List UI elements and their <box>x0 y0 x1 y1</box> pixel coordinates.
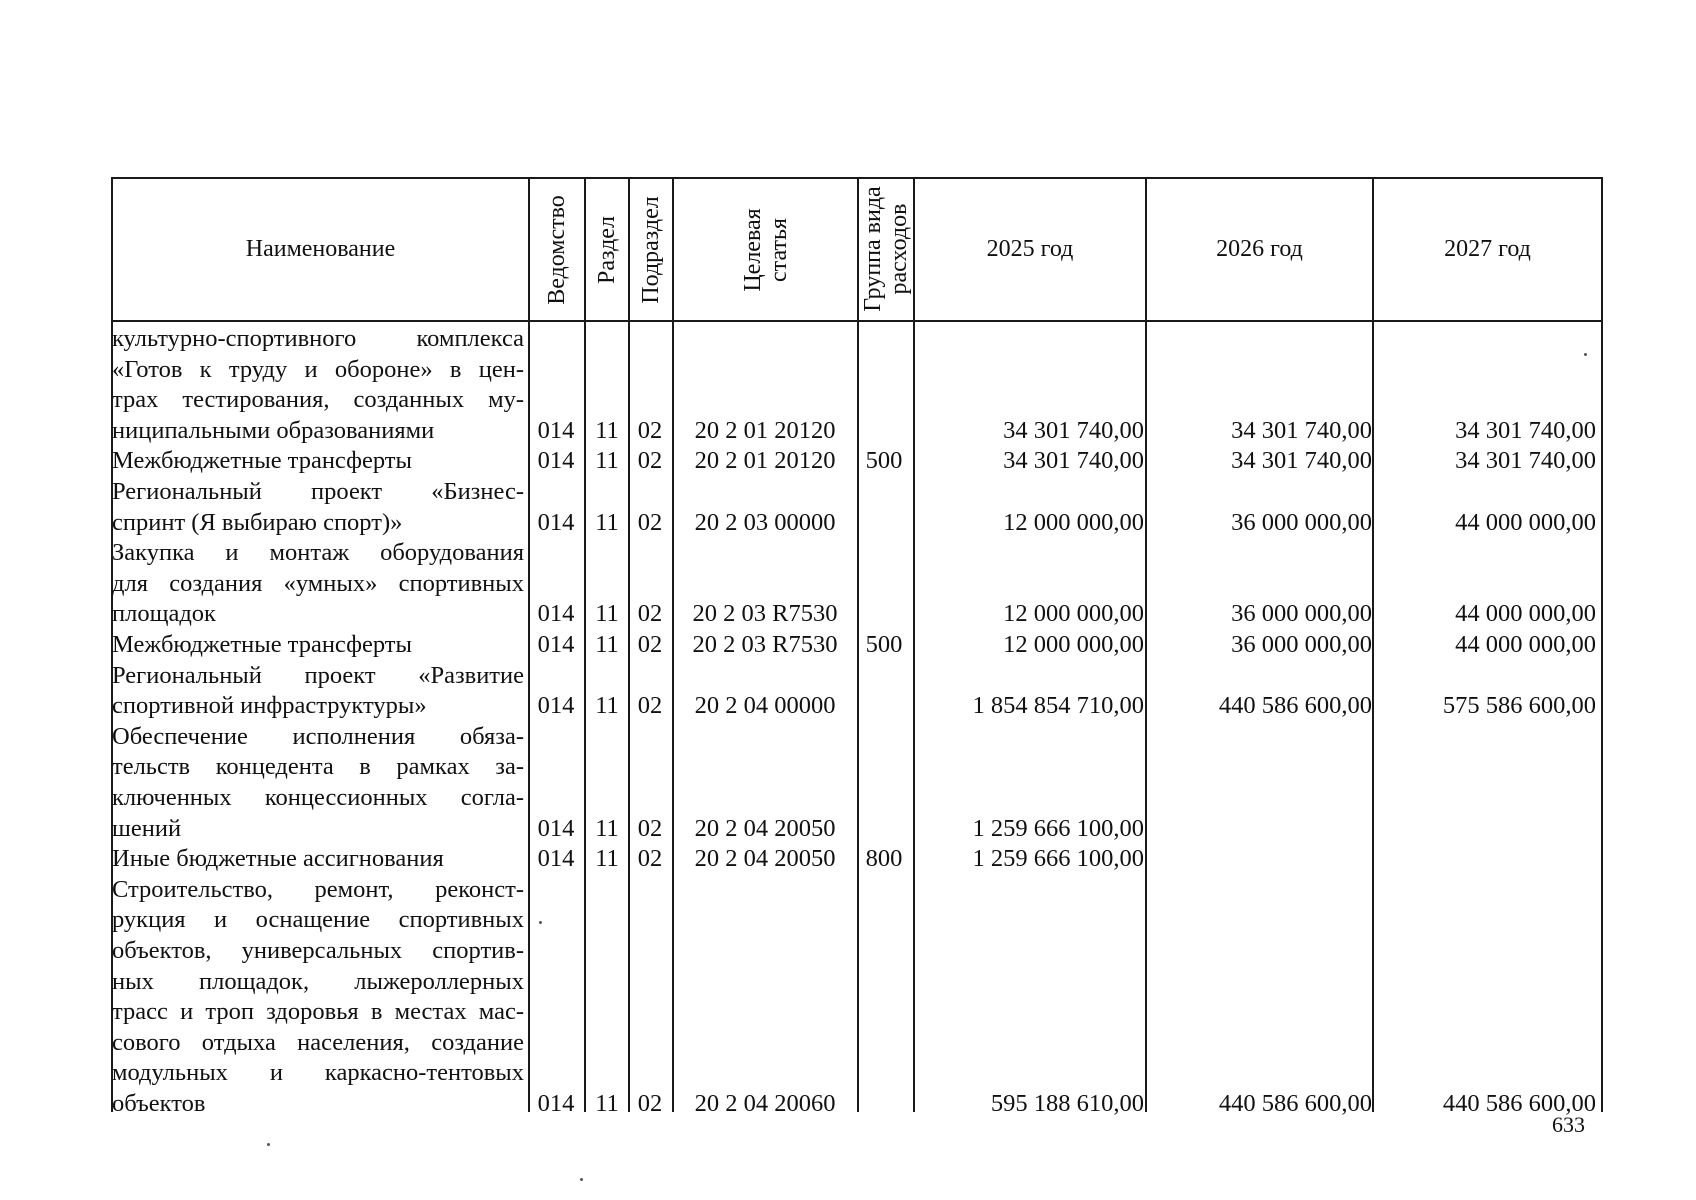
row-name-line: Иные бюджетные ассигнования <box>112 845 444 873</box>
row-gruppa-cell: 800 <box>865 845 903 873</box>
row-2027-cell: 34 301 740,00 <box>1455 447 1596 475</box>
row-razdel-cell: 11 <box>595 692 619 720</box>
col-border-ved <box>584 177 586 1112</box>
row-2025-cell: 1 259 666 100,00 <box>972 845 1144 873</box>
row-ved-cell: 014 <box>537 845 575 873</box>
row-name-line: Региональный проект «Бизнес- <box>112 478 524 505</box>
row-2026-cell: 34 301 740,00 <box>1231 447 1372 475</box>
row-name-line: культурно-спортивного комплекса <box>112 325 524 352</box>
row-name-line: трасс и троп здоровья в местах мас- <box>112 998 524 1026</box>
row-razdel-cell: 11 <box>595 600 619 628</box>
header-podrazdel: Подраздел <box>638 196 664 304</box>
row-podrazdel-cell: 02 <box>637 1090 663 1117</box>
col-border-name <box>528 177 530 1112</box>
header-2027: 2027 год <box>1444 236 1531 262</box>
row-2027-cell: 44 000 000,00 <box>1455 508 1596 536</box>
row-name-line: «Готов к труду и обороне» в цен- <box>112 355 524 383</box>
row-ved-cell: 014 <box>537 1090 575 1117</box>
row-ved-cell: 014 <box>537 508 575 536</box>
col-border-right <box>1601 177 1603 1112</box>
row-razdel-cell: 11 <box>595 845 619 873</box>
row-razdel-cell: 11 <box>595 1090 619 1117</box>
row-celevaya-cell: 20 2 04 00000 <box>694 692 836 720</box>
scan-speck <box>1584 353 1587 356</box>
row-ved-cell: 014 <box>537 692 575 720</box>
row-name-line: площадок <box>112 600 216 628</box>
row-celevaya-cell: 20 2 01 20120 <box>694 416 836 444</box>
row-name-line: Межбюджетные трансферты <box>112 447 412 475</box>
row-podrazdel-cell: 02 <box>637 845 663 873</box>
row-name-line: трах тестирования, созданных му- <box>112 386 524 414</box>
row-2025-cell: 595 188 610,00 <box>990 1090 1144 1117</box>
row-celevaya-cell: 20 2 03 00000 <box>694 508 836 536</box>
header-gruppa <box>860 186 912 311</box>
row-name-line: Региональный проект «Развитие <box>112 661 524 689</box>
row-ved-cell: 014 <box>537 416 575 444</box>
row-2025-cell: 1 259 666 100,00 <box>972 814 1144 842</box>
row-name-line: для создания «умных» спортивных <box>112 569 524 597</box>
header-razdel: Раздел <box>594 216 620 284</box>
row-2025-cell: 12 000 000,00 <box>1003 631 1144 658</box>
row-2027-cell: 440 586 600,00 <box>1442 1090 1596 1117</box>
row-name-line: тельств концедента в рамках за- <box>112 753 524 781</box>
page-number: 633 <box>1552 1112 1585 1137</box>
header-2025: 2025 год <box>986 236 1074 262</box>
row-name-line: спринт (Я выбираю спорт)» <box>112 508 403 536</box>
row-gruppa-cell: 500 <box>865 447 903 475</box>
header-celevaya-line1: Целевая <box>740 208 766 292</box>
row-name-line: шений <box>112 814 182 842</box>
row-2027-cell: 44 000 000,00 <box>1455 600 1596 628</box>
row-name-line: Обеспечение исполнения обяза- <box>112 722 524 750</box>
row-2026-cell: 34 301 740,00 <box>1231 416 1372 444</box>
row-2026-cell: 36 000 000,00 <box>1231 508 1372 536</box>
row-razdel-cell: 11 <box>595 508 619 536</box>
row-name-line: ниципальными образованиями <box>112 416 435 444</box>
row-podrazdel-cell: 02 <box>637 600 663 628</box>
row-2027-cell: 575 586 600,00 <box>1442 692 1596 720</box>
row-celevaya-cell: 20 2 04 20060 <box>694 1090 836 1117</box>
row-podrazdel-cell: 02 <box>637 508 663 536</box>
header-2026: 2026 год <box>1216 236 1303 262</box>
row-ved-cell: 014 <box>537 600 575 628</box>
col-border-podrazdel <box>672 177 674 1112</box>
header-ved: Ведомство <box>544 195 570 305</box>
row-razdel-cell: 11 <box>595 631 619 658</box>
row-gruppa-cell: 500 <box>865 631 903 658</box>
row-name-line: Межбюджетные трансферты <box>112 631 412 658</box>
row-ved-cell: 014 <box>537 631 575 658</box>
row-name-line: Строительство, ремонт, реконст- <box>112 875 524 903</box>
row-2027-cell: 34 301 740,00 <box>1455 416 1596 444</box>
row-2027-cell: 44 000 000,00 <box>1455 631 1596 658</box>
scan-speck <box>267 1143 270 1146</box>
header-celevaya <box>740 208 792 291</box>
row-podrazdel-cell: 02 <box>637 692 663 720</box>
row-podrazdel-cell: 02 <box>637 447 663 475</box>
row-name-line: ключенных концессионных согла- <box>112 784 524 811</box>
row-2025-cell: 34 301 740,00 <box>1003 447 1144 475</box>
row-razdel-cell: 11 <box>595 447 619 475</box>
header-name: Наименование <box>245 236 396 262</box>
row-celevaya-cell: 20 2 03 R7530 <box>692 631 838 658</box>
row-ved-cell: 014 <box>537 447 575 475</box>
row-razdel-cell: 11 <box>595 814 619 842</box>
row-name-line: рукция и оснащение спортивных <box>112 906 524 934</box>
row-2025-cell: 12 000 000,00 <box>1003 508 1144 536</box>
row-celevaya-cell: 20 2 04 20050 <box>694 814 836 842</box>
row-celevaya-cell: 20 2 04 20050 <box>694 845 836 873</box>
row-podrazdel-cell: 02 <box>637 631 663 658</box>
row-2026-cell: 36 000 000,00 <box>1231 631 1372 658</box>
scan-speck <box>539 921 542 924</box>
row-name-line: спортивной инфраструктуры» <box>112 692 427 720</box>
row-2025-cell: 1 854 854 710,00 <box>972 692 1144 720</box>
row-podrazdel-cell: 02 <box>637 814 663 842</box>
row-2025-cell: 12 000 000,00 <box>1003 600 1144 628</box>
row-celevaya-cell: 20 2 03 R7530 <box>692 600 838 628</box>
row-2026-cell: 36 000 000,00 <box>1231 600 1372 628</box>
row-2025-cell: 34 301 740,00 <box>1003 416 1144 444</box>
scan-speck <box>580 1178 583 1181</box>
row-2026-cell: 440 586 600,00 <box>1218 1090 1372 1117</box>
row-name-line: ных площадок, лыжероллерных <box>112 967 524 995</box>
col-border-razdel <box>628 177 630 1112</box>
header-celevaya-line2: статья <box>766 218 792 282</box>
row-name-line: объектов <box>112 1090 206 1117</box>
row-name-line: Закупка и монтаж оборудования <box>112 539 524 567</box>
row-2026-cell: 440 586 600,00 <box>1218 692 1372 720</box>
row-celevaya-cell: 20 2 01 20120 <box>694 447 836 475</box>
row-name-line: сового отдыха населения, создание <box>112 1028 524 1056</box>
header-gruppa-line1: Группа вида <box>860 186 886 312</box>
row-razdel-cell: 11 <box>595 416 619 444</box>
header-gruppa-line2: расходов <box>886 203 912 295</box>
row-podrazdel-cell: 02 <box>637 416 663 444</box>
row-ved-cell: 014 <box>537 814 575 842</box>
row-name-line: объектов, универсальных спортив- <box>112 937 524 964</box>
row-name-line: модульных и каркасно-тентовых <box>112 1059 524 1087</box>
